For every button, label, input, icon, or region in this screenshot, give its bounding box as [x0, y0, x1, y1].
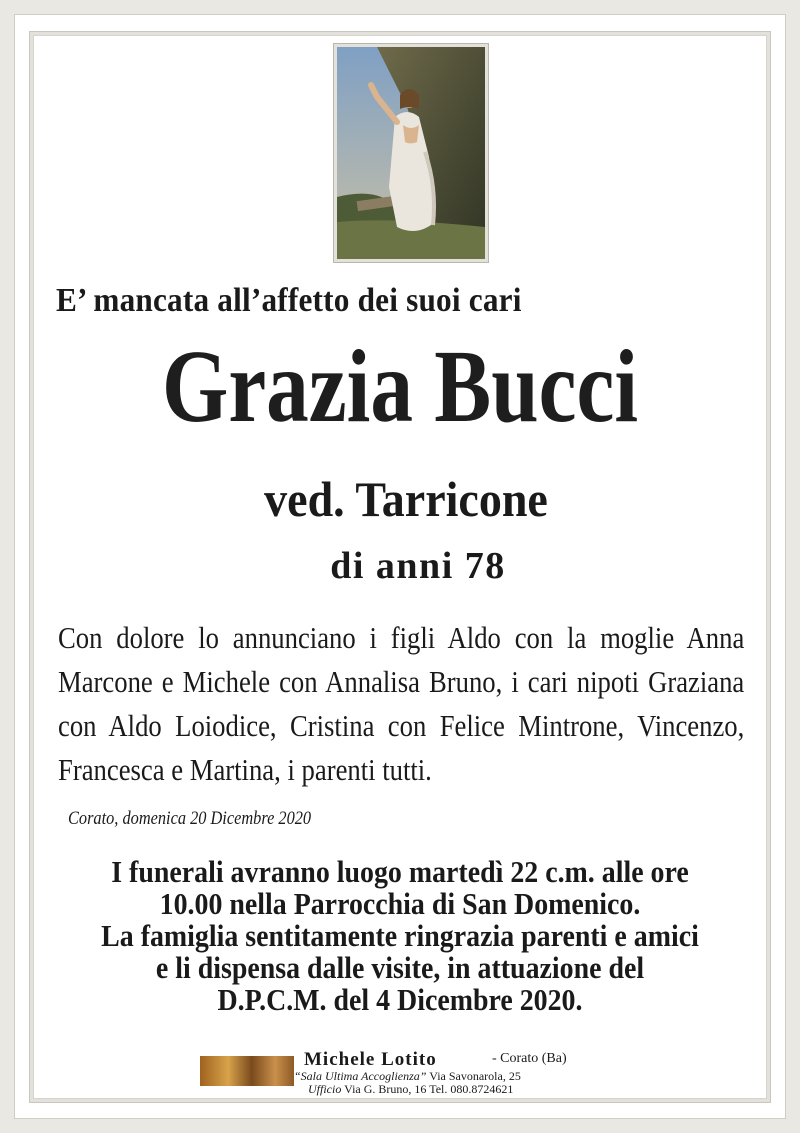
agency-name: Michele Lotito: [304, 1049, 437, 1070]
funeral-details: [0, 856, 800, 1016]
announcement-text: Con dolore lo annunciano i figli Aldo con la moglie Anna Marcone e Michele con Annalisa Bruno, i cari nipoti Graziana con Aldo Loiodice, Cristina con Felice Mintrone, Vincenzo, Francesca e Martina, i parenti tutti.: [58, 620, 745, 787]
deceased-name: Grazia Bucci: [161, 329, 639, 444]
risen-christ-illustration: [337, 47, 485, 259]
funeral-line: I funerali avranno luogo martedì 22 c.m. alle ore: [111, 854, 689, 889]
office-label: Ufficio: [308, 1082, 342, 1096]
agency-office: [308, 1082, 513, 1097]
widow-of: ved. Tarricone: [264, 471, 548, 527]
place-date: Corato, domenica 20 Dicembre 2020: [68, 808, 312, 829]
agency-phone: Tel. 080.8724621: [429, 1082, 514, 1096]
agency-photo: [200, 1056, 294, 1086]
age: di anni 78: [330, 545, 506, 587]
funeral-line: D.P.C.M. del 4 Dicembre 2020.: [217, 982, 583, 1017]
funeral-line: La famiglia sentitamente ringrazia parenti e amici: [101, 918, 699, 953]
funeral-line: e li dispensa dalle visite, in attuazione del: [155, 950, 645, 985]
intro-line: E’ mancata all’affetto dei suoi cari: [56, 282, 522, 319]
funeral-line: 10.00 nella Parrocchia di San Domenico.: [159, 886, 641, 921]
holy-image: [334, 44, 488, 262]
agency-city: - Corato (Ba): [492, 1051, 567, 1066]
funeral-agency-footer: [198, 1050, 618, 1094]
sala-label: “Sala Ultima Accoglienza”: [294, 1069, 427, 1083]
office-address: Via G. Bruno, 16: [344, 1082, 427, 1096]
sala-address: Via Savonarola, 25: [429, 1069, 521, 1083]
